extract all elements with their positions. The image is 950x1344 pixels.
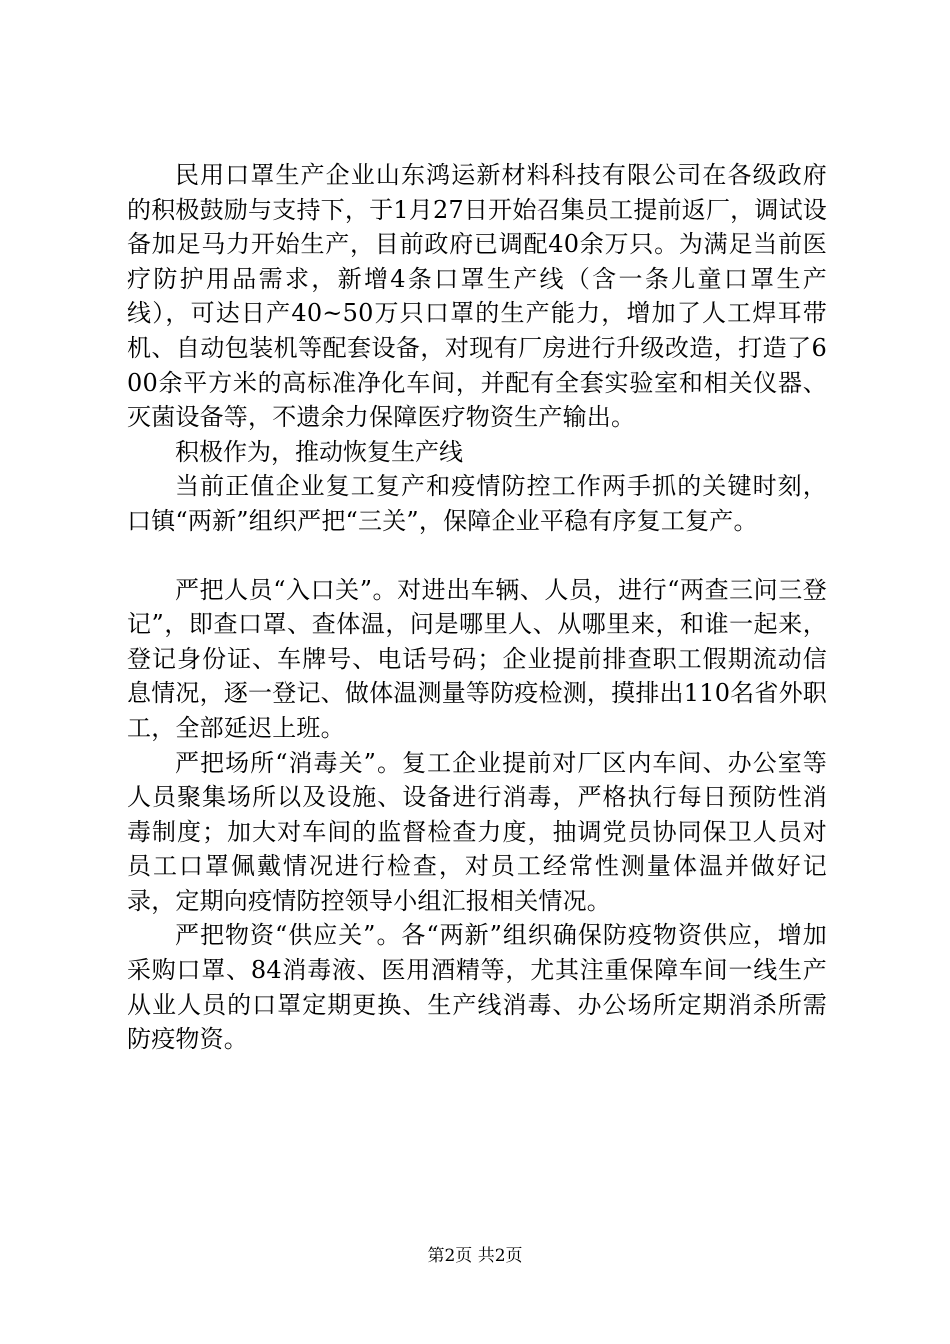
paragraph-company-production: 民用口罩生产企业山东鸿运新材料科技有限公司在各级政府的积极鼓励与支持下，于1月27日开始召集员工提前返厂，调试设备加足马力开始生产，目前政府已调配40余万只。为满足当前医疗防护用品需求，新增4条口罩生产线（含一条儿童口罩生产线），可达日产40~50万只口罩的生产能力，增加了人工焊耳带机、自动包装机等配套设备，对现有厂房进行升级改造，打造了600余平方米的高标准净化车间，并配有全套实验室和相关仪器、灭菌设备等，不遗余力保障医疗物资生产输出。 <box>127 161 827 432</box>
section-heading: 积极作为，推动恢复生产线 <box>175 437 463 466</box>
paragraph-three-checks-intro: 当前正值企业复工复产和疫情防控工作两手抓的关键时刻，口镇“两新”组织严把“三关”，保障企业平稳有序复工复产。 <box>127 472 827 535</box>
paragraph-entry-check: 严把人员“入口关”。对进出车辆、人员，进行“两查三问三登记”，即查口罩、查体温，问是哪里人、从哪里来，和谁一起来，登记身份证、车牌号、电话号码；企业提前排查职工假期流动信息情况，逐一登记、做体温测量等防疫检测，摸排出110名省外职工，全部延迟上班。 <box>127 575 827 742</box>
page-number-footer: 第2页 共2页 <box>427 1246 523 1266</box>
paragraph-spacer <box>127 539 827 573</box>
paragraph-supply-check: 严把物资“供应关”。各“两新”组织确保防疫物资供应，增加采购口罩、84消毒液、医用酒精等，尤其注重保障车间一线生产从业人员的口罩定期更换、生产线消毒、办公场所定期消杀所需防疫物资。 <box>127 921 827 1054</box>
document-body <box>127 158 827 1057</box>
paragraph-disinfection-check: 严把场所“消毒关”。复工企业提前对厂区内车间、办公室等人员聚集场所以及设施、设备进行消毒，严格执行每日预防性消毒制度；加大对车间的监督检查力度，抽调党员协同保卫人员对员工口罩佩戴情况进行检查，对员工经常性测量体温并做好记录，定期向疫情防控领导小组汇报相关情况。 <box>127 748 827 915</box>
